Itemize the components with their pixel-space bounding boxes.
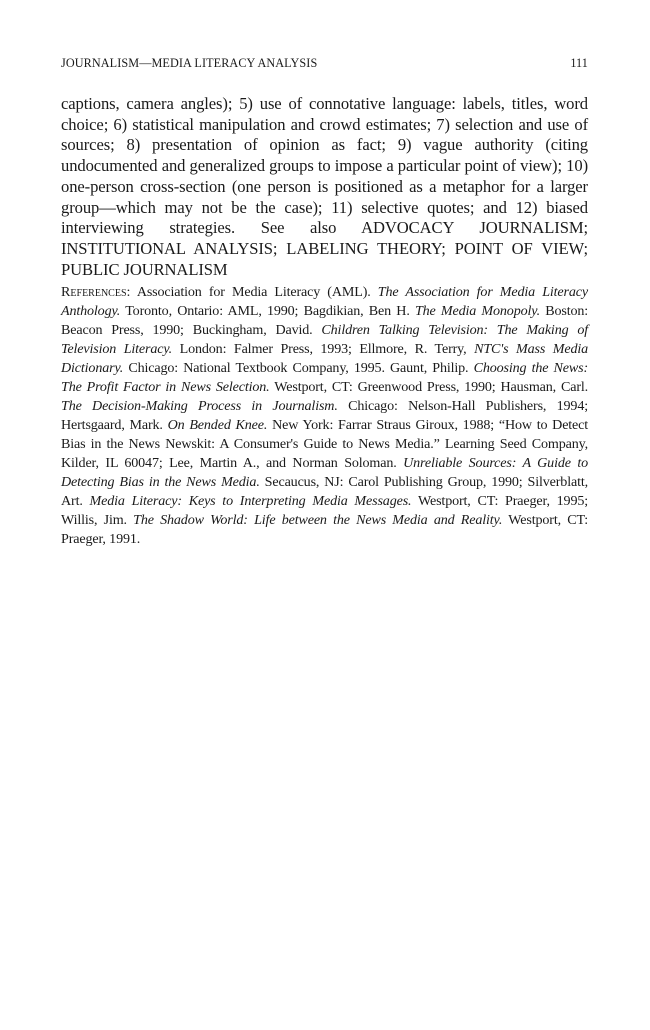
book-page xyxy=(61,0,588,1030)
reference-title: Unreliable Sources: A Guide to Detecting Bias in the News Media. xyxy=(61,455,588,490)
reference-title: On Bended Knee. xyxy=(167,417,268,433)
reference-author: Willis, Jim. xyxy=(61,512,127,528)
cross-reference-point-of-view[interactable]: POINT OF VIEW xyxy=(454,238,584,258)
reference-author: Buckingham, David. xyxy=(192,322,313,338)
reference-title: Choosing the News: The Profit Factor in News Selection. xyxy=(61,360,589,395)
reference-publication: New York: Farrar Straus Giroux, 1988; “How to Detect Bias in the News Newskit: A Consumer's Guide to News Media.” Learning Seed Company, Kilder, IL 60047; xyxy=(61,417,589,471)
reference-publication: Boston: Beacon Press, 1990; xyxy=(61,303,589,338)
reference-publication: Chicago: Nelson-Hall Publishers, 1994; xyxy=(348,398,588,414)
cross-reference-labeling-theory[interactable]: LABELING THEORY xyxy=(286,238,442,258)
reference-item xyxy=(61,512,588,547)
page-number: 111 xyxy=(570,56,588,70)
reference-title: The Association for Media Literacy Anthology. xyxy=(61,284,588,319)
reference-title: Media Literacy: Keys to Interpreting Media Messages. xyxy=(89,493,412,509)
reference-publication: Secaucus, NJ: Carol Publishing Group, 1990; xyxy=(264,474,523,490)
reference-title: The Shadow World: Life between the News Media and Reality. xyxy=(133,512,503,528)
reference-author: Gaunt, Philip. xyxy=(390,360,469,376)
reference-author: Bagdikian, Ben H. xyxy=(303,303,410,319)
references-block xyxy=(61,283,588,549)
reference-author: Association for Media Literacy (AML). xyxy=(136,284,371,300)
reference-author: Hausman, Carl. xyxy=(500,379,589,395)
reference-publication: Westport, CT: Praeger, 1991. xyxy=(61,512,588,547)
running-head xyxy=(61,56,588,71)
running-title: JOURNALISM—MEDIA LITERACY ANALYSIS xyxy=(61,56,318,70)
reference-title: The Decision-Making Process in Journalism. xyxy=(61,398,338,414)
reference-author: Silverblatt, Art. xyxy=(61,474,588,509)
reference-title: The Media Monopoly. xyxy=(414,303,540,319)
entry-paragraph: captions, camera angles); 5) use of connotative language: labels, titles, word choice; 6) statistical manipulation and crowd estimates; 7) selection and use of sources; 8) presentation of opinion as fact; 9) vague authority (citing undocumented and generalized groups to impose a particular point of view); 10) one-person cross-section (one person is positioned as a metaphor for a larger group—which may not be the case); 11) selective quotes; and 12) biased interviewing strategies. See also ADVOCACY JOURNALISM; INSTITUTIONAL ANALYSIS; LABELING THEORY; POINT OF VIEW; PUBLIC JOURNALISM xyxy=(61,94,588,279)
cross-reference-advocacy-journalism[interactable]: ADVOCACY JOURNALISM xyxy=(361,218,584,238)
references-label: References: xyxy=(61,284,131,300)
reference-publication: Westport, CT: Greenwood Press, 1990; xyxy=(274,379,496,395)
reference-author: Hertsgaard, Mark. xyxy=(61,417,163,433)
reference-publication: London: Falmer Press, 1993; xyxy=(179,341,352,357)
reference-publication: Toronto, Ontario: AML, 1990; xyxy=(125,303,299,319)
paragraph-text: captions, camera angles); 5) use of connotative language: labels, titles, word choice; 6) statistical manipulation and crowd estimates; 7) selection and use of sources; 8) presentation of opinion as fact; 9) vague authority (citing undocumented and generalized groups to impose a particular point of view); 10) one-person cross-section (one person is positioned as a metaphor for a larger group—which may not be the case); 11) selective quotes; and 12) biased interviewing strategies. See also xyxy=(61,94,588,238)
reference-publication: Westport, CT: Praeger, 1995; xyxy=(417,493,589,509)
cross-reference-institutional-analysis[interactable]: INSTITUTIONAL ANALYSIS xyxy=(61,238,273,258)
reference-title: NTC's Mass Media Dictionary. xyxy=(61,341,589,376)
reference-author: Lee, Martin A., and Norman Soloman. xyxy=(169,455,397,471)
reference-author: Ellmore, R. Terry, xyxy=(359,341,467,357)
cross-reference-public-journalism[interactable]: PUBLIC JOURNALISM xyxy=(61,259,228,279)
reference-title: Children Talking Television: The Making of Television Literacy. xyxy=(61,322,589,357)
reference-publication: Chicago: National Textbook Company, 1995. xyxy=(128,360,385,376)
